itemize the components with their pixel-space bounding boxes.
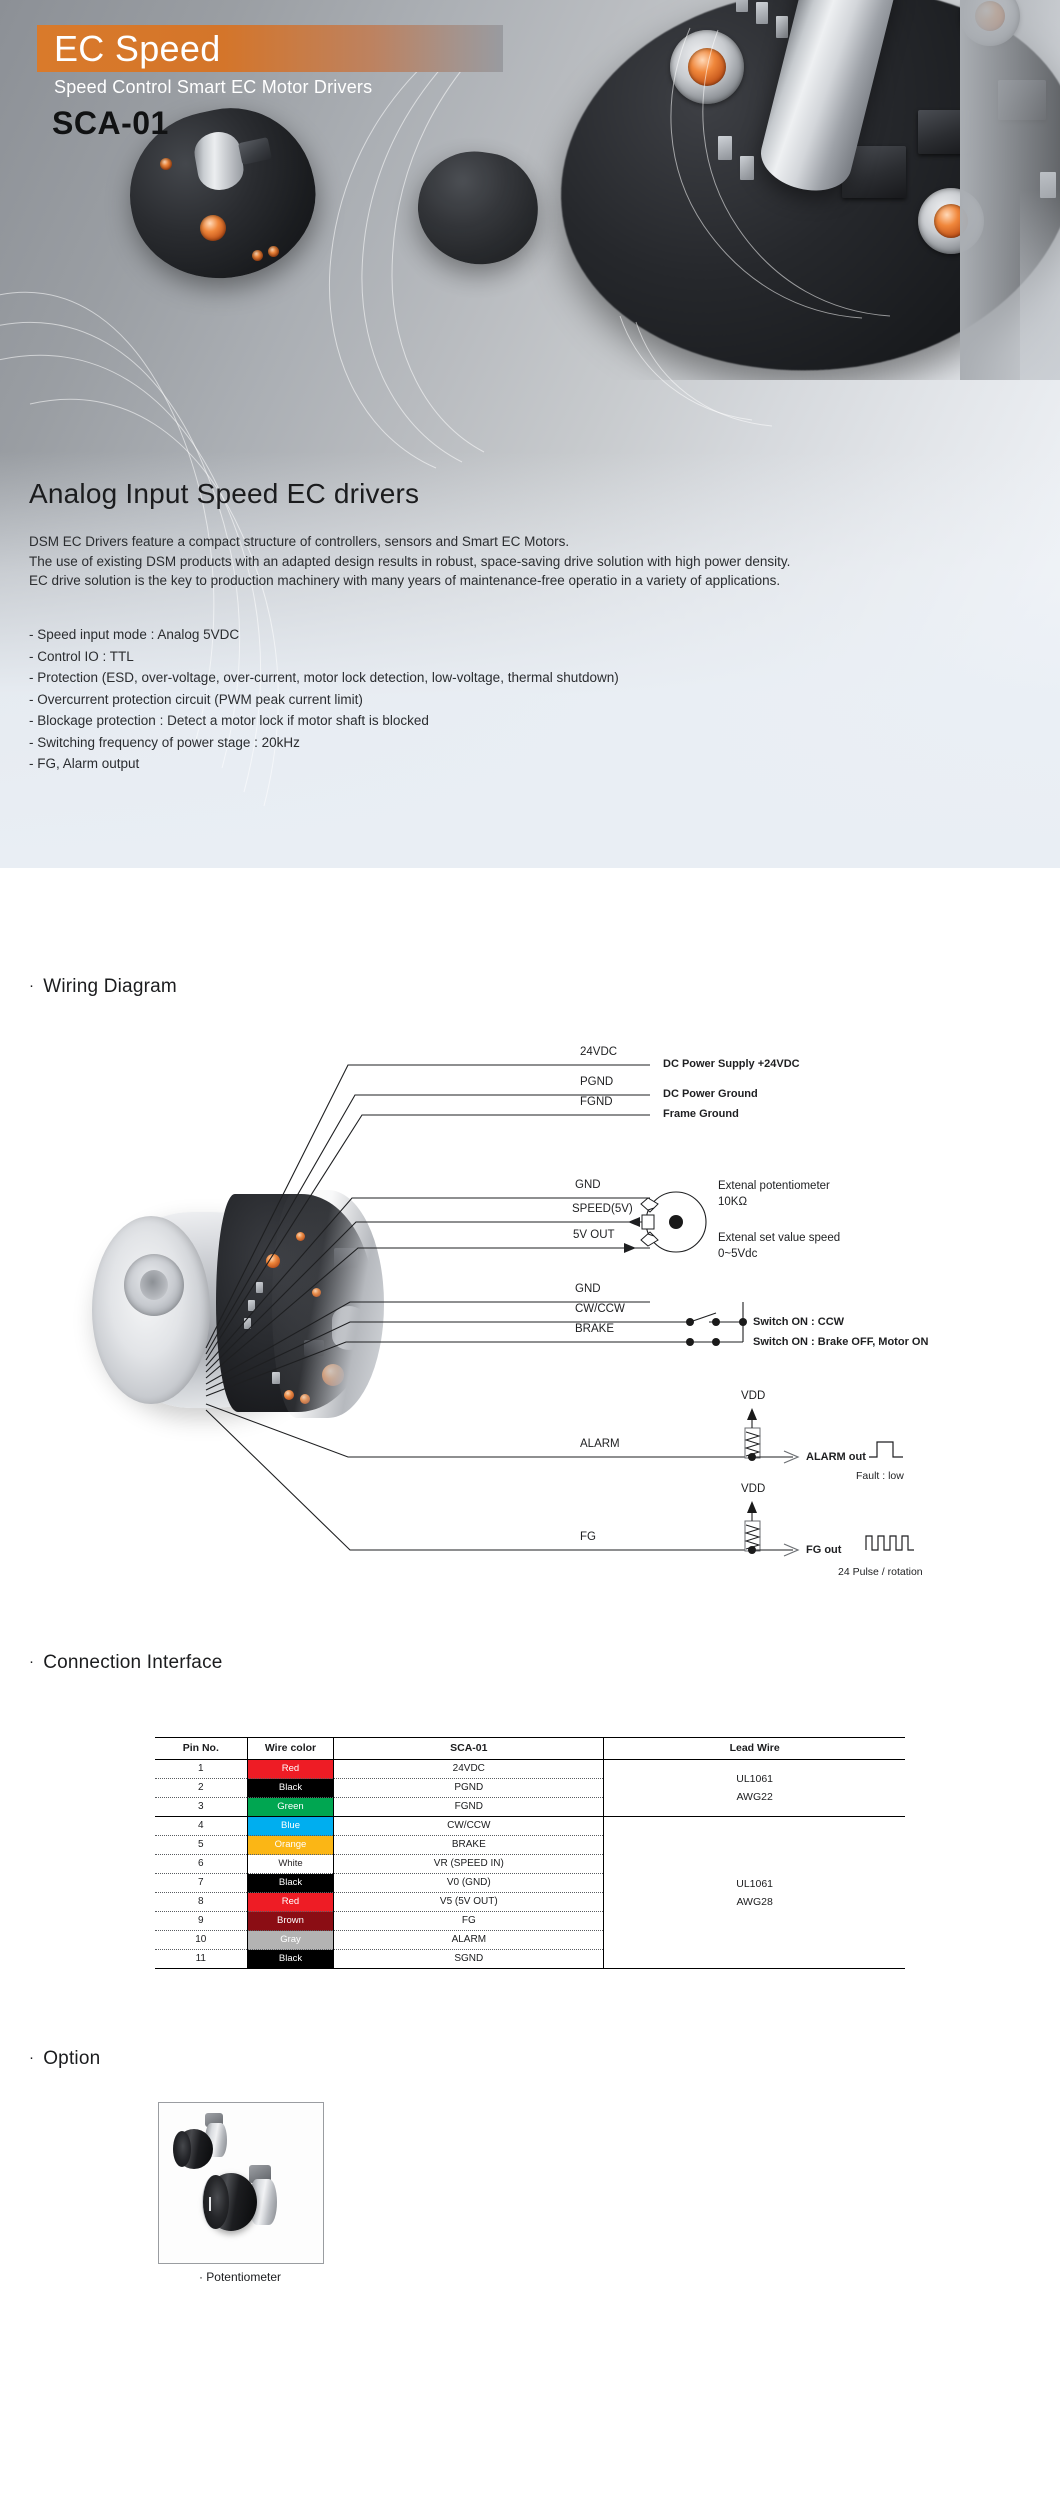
section-heading-wiring [29,976,177,998]
section-heading-option-label: Option [43,2048,101,2069]
connection-interface-table [155,1737,905,1969]
fg-waveform [866,1536,914,1550]
th-pin-no: Pin No. [155,1738,247,1760]
desc-pot-value: 10KΩ [718,1196,748,1208]
switch-symbols [648,1302,743,1342]
potentiometer-large [205,2173,279,2233]
intro-line-1: DSM EC Drivers feature a compact structure of controllers, sensors and Smart EC Motors. [29,534,570,549]
wiring-schematic-svg [0,1010,1060,1590]
cell-wire-color: Red [247,1893,334,1912]
label-vdd-alarm: VDD [741,1390,766,1402]
capacitor-top [803,0,903,6]
photo-fade-bottom [1020,190,1060,380]
connection-interface-table-wrap [155,1737,905,1969]
hero-banner [0,0,1060,868]
page-subtitle: Speed Control Smart EC Motor Drivers [54,77,373,97]
intro-paragraph [29,532,1029,591]
feature-item-6: - Switching frequency of power stage : 20kHz [29,734,300,750]
desc-set-value: 0~5Vdc [718,1248,758,1260]
th-wire-color: Wire color [247,1738,334,1760]
cell-signal: V0 (GND) [334,1874,604,1893]
wire-label-speed5v: SPEED(5V) [572,1203,633,1215]
feature-list [29,624,619,775]
potentiometer-small-knob [175,2129,213,2169]
cell-signal: FGND [334,1798,604,1817]
cell-pin: 10 [155,1931,247,1950]
cell-wire-color: Black [247,1950,334,1969]
desc-switch-ccw: Switch ON : CCW [753,1316,845,1328]
table-row [155,1760,905,1779]
cell-signal: VR (SPEED IN) [334,1855,604,1874]
potentiometer-image-box [158,2102,324,2264]
out5v-arrow [624,1243,636,1253]
feature-item-4: - Overcurrent protection circuit (PWM peak current limit) [29,691,363,707]
alarm-waveform [869,1442,903,1457]
intro-heading: Analog Input Speed EC drivers [29,478,420,509]
section-heading-connection-label: Connection Interface [43,1652,223,1673]
desc-dc-power-supply: DC Power Supply +24VDC [663,1058,800,1070]
cell-lead-wire [604,1817,905,1969]
pcb-smd-3 [776,16,788,38]
label-fault-low: Fault : low [856,1470,904,1482]
cell-wire-color: Black [247,1779,334,1798]
cell-signal: BRAKE [334,1836,604,1855]
bullet-icon-connection: · [29,1653,35,1670]
lead-line-2: AWG28 [736,1895,773,1908]
alarm-pullup-resistor [745,1414,760,1458]
cell-signal: V5 (5V OUT) [334,1893,604,1912]
feature-item-3: - Protection (ESD, over-voltage, over-current, motor lock detection, low-voltage, thermal shutdown) [29,670,619,685]
cell-pin: 11 [155,1950,247,1969]
product-board-pad-3 [252,250,263,261]
cell-pin: 5 [155,1836,247,1855]
bullet-icon-wiring: · [29,977,35,994]
desc-dc-power-ground: DC Power Ground [663,1088,758,1100]
feature-item-2: - Control IO : TTL [29,648,134,664]
cell-wire-color: Blue [247,1817,334,1836]
bullet-icon-option: · [29,2049,35,2066]
cell-pin: 6 [155,1855,247,1874]
wire-label-24vdc: 24VDC [580,1046,618,1058]
feature-item-7: - FG, Alarm output [29,756,140,771]
cell-signal: FG [334,1912,604,1931]
cell-wire-color: Gray [247,1931,334,1950]
cell-pin: 4 [155,1817,247,1836]
page-title: EC Speed [54,28,221,69]
table-row [155,1817,905,1836]
desc-set-title: Extenal set value speed [718,1232,841,1244]
potentiometer-large-knob [205,2173,257,2231]
table-body [155,1760,905,1969]
wire-label-fgnd: FGND [580,1096,613,1108]
lead-line-2: AWG22 [736,1791,773,1803]
cell-signal: PGND [334,1779,604,1798]
cell-pin: 2 [155,1779,247,1798]
cell-wire-color: Green [247,1798,334,1817]
potentiometer-symbol [641,1192,706,1252]
desc-pot-title: Extenal potentiometer [718,1180,830,1192]
feature-item-1: - Speed input mode : Analog 5VDC [29,627,240,642]
wiring-diagram [0,1010,1060,1590]
cell-wire-color: Black [247,1874,334,1893]
product-board-pad-2 [160,158,172,170]
cell-pin: 7 [155,1874,247,1893]
cell-wire-color: Brown [247,1912,334,1931]
feature-item-5: - Blockage protection : Detect a motor lock if motor shaft is blocked [29,713,429,728]
cell-pin: 8 [155,1893,247,1912]
desc-frame-ground: Frame Ground [663,1108,739,1120]
pcb-smd-4 [718,136,732,160]
potentiometer-large-face [202,2175,229,2229]
pcb-smd-2 [756,2,768,24]
wire-label-brake: BRAKE [575,1323,614,1335]
cell-wire-color: White [247,1855,334,1874]
cell-pin: 1 [155,1760,247,1779]
cell-pin: 9 [155,1912,247,1931]
cell-signal: CW/CCW [334,1817,604,1836]
wire-label-fg: FG [580,1531,596,1543]
wire-label-gnd-1: GND [575,1179,601,1191]
hero-product-photo [520,0,1060,380]
wire-label-alarm: ALARM [580,1438,620,1450]
cell-lead-wire [604,1760,905,1817]
intro-block [29,478,1029,591]
intro-line-2: The use of existing DSM products with an adapted design results in robust, space-saving drive solution with high power density. [29,553,791,569]
table-header-row [155,1738,905,1760]
pcb-smd-5 [740,156,754,180]
potentiometer-indicator-mark [209,2197,211,2211]
wire-label-cwccw: CW/CCW [575,1303,625,1315]
product-board-pad [200,215,226,241]
lead-line-1: UL1061 [736,1773,774,1785]
cell-pin: 3 [155,1798,247,1817]
section-heading-option [29,2048,100,2070]
cell-signal: SGND [334,1950,604,1969]
cell-signal: ALARM [334,1931,604,1950]
cell-wire-color: Orange [247,1836,334,1855]
label-fg-out: FG out [806,1544,842,1556]
label-pulse-rotation: 24 Pulse / rotation [838,1566,923,1578]
pcb-smd-1 [736,0,748,12]
lead-line-1: UL1061 [736,1877,774,1890]
cell-wire-color: Red [247,1760,334,1779]
wire-label-5vout: 5V OUT [573,1229,615,1241]
option-caption: · Potentiometer [198,2270,282,2284]
intro-line-3: EC drive solution is the key to production machinery with many years of maintenance-free operatio in a variety of applications. [29,573,781,588]
potentiometer-small [175,2121,233,2169]
speed-arrow [628,1217,640,1227]
section-heading-wiring-label: Wiring Diagram [43,976,177,997]
potentiometer-small-face [173,2131,191,2167]
capacitor-marking [837,0,875,2]
pcb-pad-1 [688,48,726,86]
fg-pullup-resistor [745,1507,760,1551]
model-number: SCA-01 [52,105,169,141]
th-sca01: SCA-01 [334,1738,604,1760]
product-board-pad-4 [268,246,279,257]
wire-label-gnd-2: GND [575,1283,601,1295]
cell-signal: 24VDC [334,1760,604,1779]
section-heading-connection [29,1652,223,1674]
label-vdd-fg: VDD [741,1483,766,1495]
desc-switch-brake: Switch ON : Brake OFF, Motor ON [753,1336,929,1348]
wire-label-pgnd: PGND [580,1076,614,1088]
label-alarm-out: ALARM out [806,1451,866,1463]
th-lead-wire: Lead Wire [604,1738,905,1760]
